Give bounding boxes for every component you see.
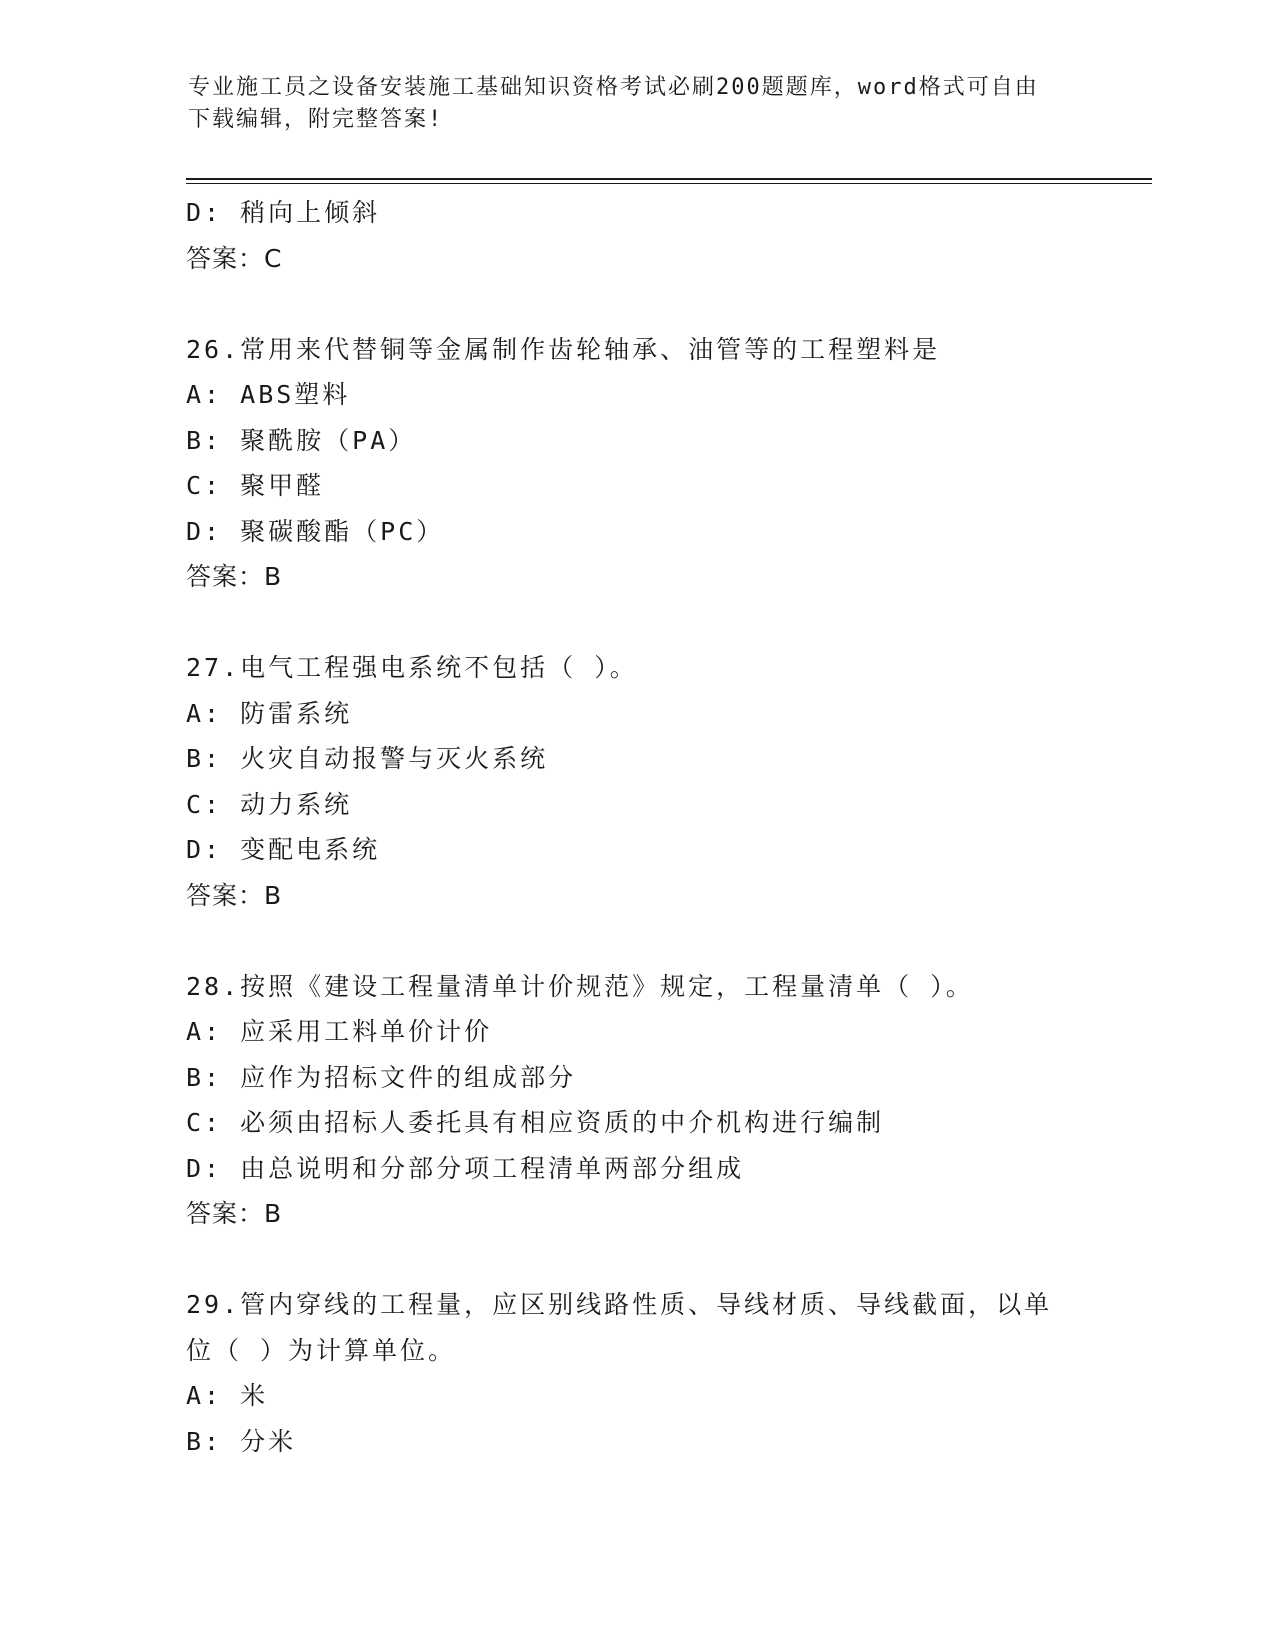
option-b: B: 应作为招标文件的组成部分	[186, 1062, 577, 1092]
option-a: A: 防雷系统	[186, 698, 353, 728]
option-c: C: 必须由招标人委托具有相应资质的中介机构进行编制	[186, 1108, 885, 1137]
question-stem-line-1: 29.管内穿线的工程量，应区别线路性质、导线材质、导线截面，以单	[186, 1290, 1053, 1319]
page-header	[188, 72, 1088, 136]
spacer	[186, 281, 1146, 327]
answer: 答案：B	[186, 562, 283, 591]
question-stem-line-2: 位（ ）为计算单位。	[186, 1335, 457, 1365]
spacer	[186, 600, 1146, 646]
question-28	[186, 964, 1146, 1237]
prev-answer: 答案：C	[186, 243, 283, 273]
option-d: D: 变配电系统	[186, 835, 381, 864]
question-stem: 28.按照《建设工程量清单计价规范》规定，工程量清单（ ）。	[186, 971, 974, 1001]
option-b: B: 聚酰胺（PA）	[186, 425, 417, 455]
option-a: A: ABS塑料	[186, 380, 351, 409]
option-b: B: 分米	[186, 1426, 297, 1456]
header-line-2: 下载编辑，附完整答案!	[188, 107, 444, 132]
question-29	[186, 1282, 1146, 1464]
option-d: D: 由总说明和分部分项工程清单两部分组成	[186, 1153, 745, 1183]
prev-option-d: D: 稍向上倾斜	[186, 198, 381, 227]
question-content	[186, 190, 1146, 1464]
option-d: D: 聚碳酸酯（PC）	[186, 516, 445, 546]
question-26	[186, 327, 1146, 600]
option-c: C: 聚甲醛	[186, 471, 325, 500]
answer: 答案：B	[186, 1199, 283, 1228]
header-rule-thick	[186, 178, 1152, 180]
answer: 答案：B	[186, 880, 283, 910]
header-line-1: 专业施工员之设备安装施工基础知识资格考试必刷200题题库，word格式可自由	[188, 75, 1039, 100]
option-c: C: 动力系统	[186, 789, 353, 819]
spacer	[186, 918, 1146, 964]
question-stem: 27.电气工程强电系统不包括（ ）。	[186, 653, 638, 682]
option-a: A: 米	[186, 1381, 269, 1410]
question-27	[186, 645, 1146, 918]
option-b: B: 火灾自动报警与灭火系统	[186, 744, 549, 773]
question-stem: 26.常用来代替铜等金属制作齿轮轴承、油管等的工程塑料是	[186, 334, 941, 364]
option-a: A: 应采用工料单价计价	[186, 1017, 493, 1046]
spacer	[186, 1237, 1146, 1283]
header-rule-thin	[186, 183, 1152, 184]
